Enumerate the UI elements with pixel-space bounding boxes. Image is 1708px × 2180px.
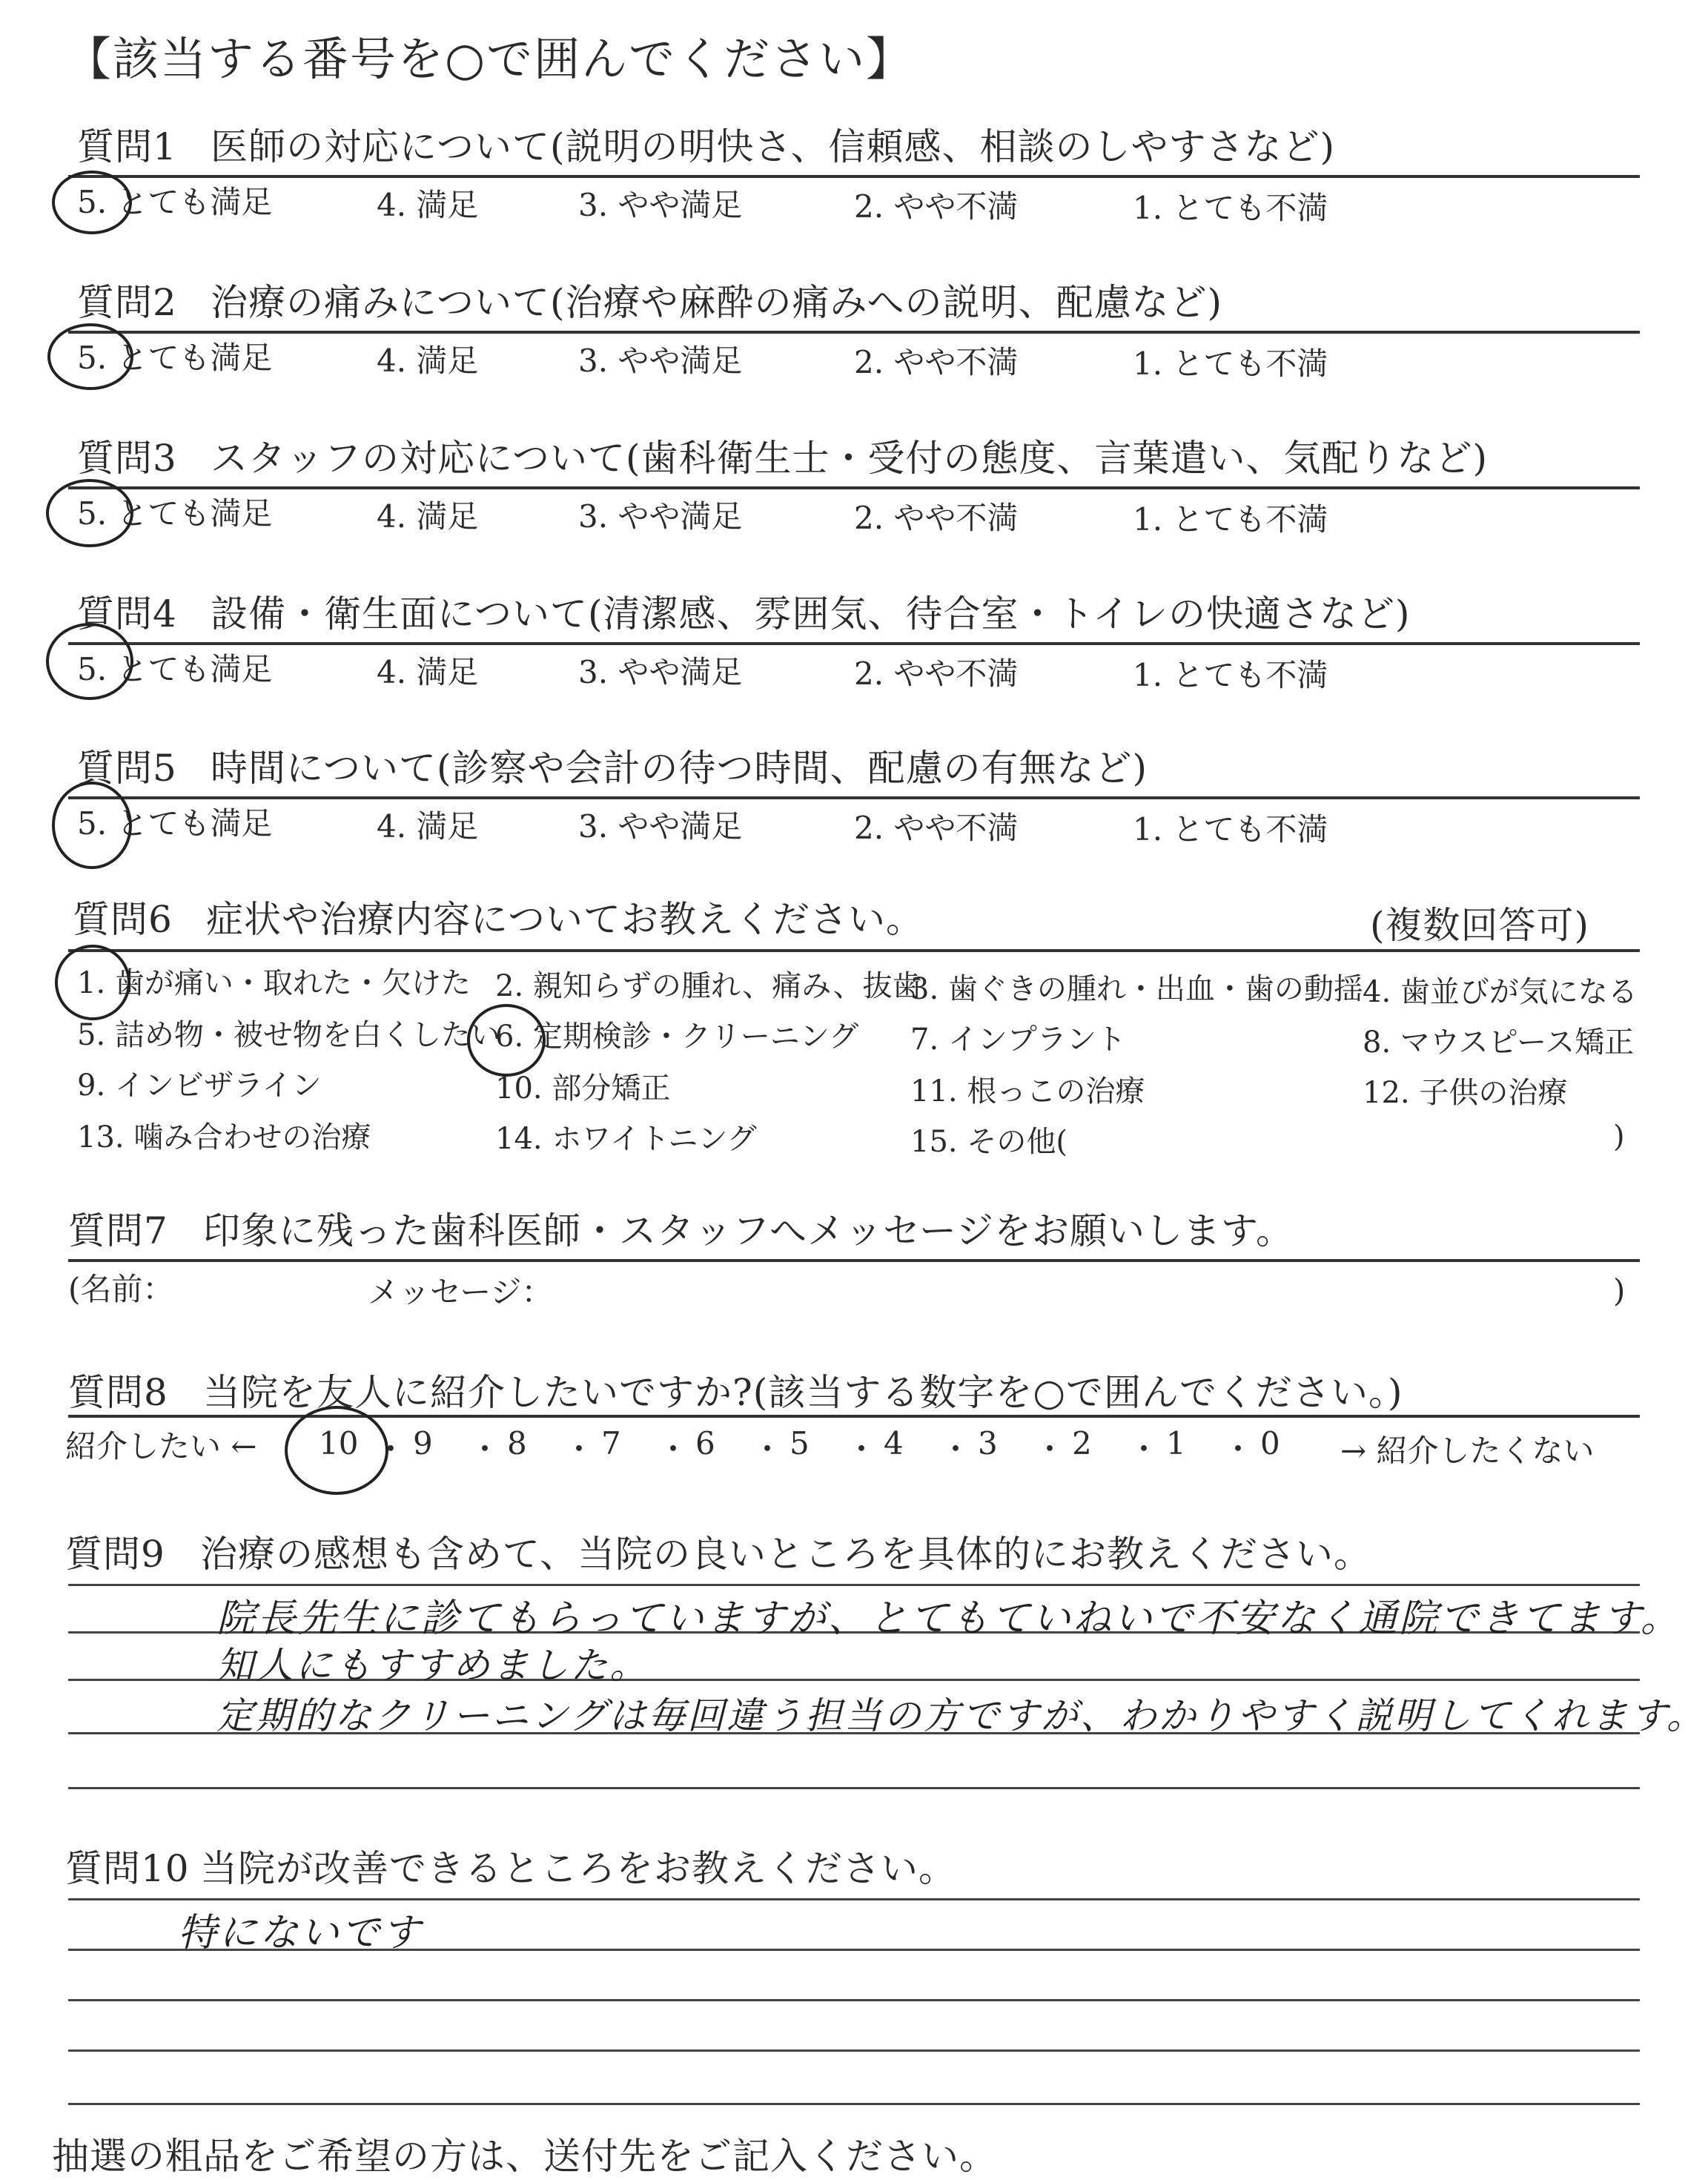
question-5-rule: [68, 796, 1640, 799]
q2-option-5[interactable]: 5. とても満足: [77, 340, 273, 376]
q6-option-13[interactable]: 13. 噛み合わせの治療: [77, 1120, 371, 1155]
q5-option-5[interactable]: 5. とても満足: [77, 805, 273, 842]
q3-option-4[interactable]: 4. 満足: [377, 498, 479, 535]
q6-option-8[interactable]: 8. マウスピース矯正: [1363, 1025, 1635, 1060]
q1-option-1[interactable]: 1. とても不満: [1133, 190, 1328, 226]
q8-scale-value[interactable]: 1: [1166, 1425, 1186, 1461]
q5-option-1[interactable]: 1. とても不満: [1133, 811, 1328, 848]
question-2-label: 質問2: [77, 281, 177, 324]
q8-scale-dot: ・: [1222, 1431, 1254, 1467]
question-8-label: 質問8: [68, 1371, 168, 1414]
q6-option-5[interactable]: 5. 詰め物・被せ物を白くしたい: [77, 1018, 500, 1052]
q9-handwritten-line-1: 院長先生に診てもらっていますが、とてもていねいで不安なく通院できてます。: [216, 1596, 1681, 1641]
q8-scale-value[interactable]: 6: [695, 1425, 715, 1461]
q3-option-2[interactable]: 2. やや不満: [854, 500, 1019, 536]
question-2-text: 治療の痛みについて(治療や麻酔の痛みへの説明、配慮など): [211, 281, 1223, 324]
q8-scale-dot: ・: [375, 1431, 407, 1467]
q8-scale-value[interactable]: 0: [1260, 1425, 1280, 1461]
q2-option-1[interactable]: 1. とても不満: [1133, 346, 1328, 382]
form-instruction: 【該当する番号を○で囲んでください】: [65, 32, 914, 86]
q6-option-1[interactable]: 1. 歯が痛い・取れた・欠けた: [77, 966, 471, 1000]
q9-line-5: [68, 1787, 1640, 1789]
question-3-text: スタッフの対応について(歯科衛生士・受付の態度、言葉遣い、気配りなど): [211, 437, 1489, 480]
q3-option-3[interactable]: 3. やや満足: [578, 498, 743, 535]
q6-option-12[interactable]: 12. 子供の治療: [1363, 1076, 1568, 1110]
question-6-rule: [68, 949, 1640, 952]
q1-option-4[interactable]: 4. 満足: [377, 187, 479, 223]
q8-scale-dot: ・: [1128, 1431, 1160, 1467]
q2-option-4[interactable]: 4. 満足: [377, 343, 479, 379]
q4-option-2[interactable]: 2. やや不満: [854, 655, 1019, 692]
q8-scale-dot: ・: [563, 1431, 595, 1467]
q8-scale-dot: ・: [846, 1431, 878, 1467]
q5-answer-circle: [52, 782, 132, 869]
q6-option-4[interactable]: 4. 歯並びが気になる: [1363, 975, 1638, 1009]
q1-option-3[interactable]: 3. やや満足: [578, 187, 743, 223]
q7-message-label: メッセージ：: [368, 1274, 553, 1310]
question-7-rule: [68, 1259, 1640, 1262]
question-9-label: 質問9: [65, 1533, 165, 1576]
q5-option-4[interactable]: 4. 満足: [377, 808, 479, 845]
question-3-rule: [68, 486, 1640, 489]
q8-scale-value[interactable]: 3: [978, 1425, 998, 1461]
q1-option-2[interactable]: 2. やや不満: [854, 188, 1019, 225]
q8-scale-value[interactable]: 2: [1072, 1425, 1092, 1461]
q8-scale-value[interactable]: 10: [319, 1425, 359, 1461]
q2-option-2[interactable]: 2. やや不満: [854, 344, 1019, 380]
q8-scale-dot: ・: [658, 1431, 689, 1467]
q6-option-14[interactable]: 14. ホワイトニング: [495, 1122, 757, 1156]
footer-instruction: 抽選の粗品をご希望の方は、送付先をご記入ください。: [52, 2135, 997, 2178]
q4-option-3[interactable]: 3. やや満足: [578, 654, 743, 690]
q6-option-9[interactable]: 9. インビザライン: [77, 1068, 322, 1103]
q8-scale: [319, 1425, 1342, 1467]
question-2-rule: [68, 331, 1640, 334]
q10-line-3: [68, 1999, 1640, 2001]
q6-option-2[interactable]: 2. 親知らずの腫れ、痛み、抜歯: [495, 969, 922, 1003]
q6-option-15-close: ): [1613, 1120, 1625, 1154]
q2-answer-circle: [47, 323, 133, 390]
question-10-text: 当院が改善できるところをお教えください。: [200, 1847, 956, 1890]
q4-answer-circle: [46, 623, 133, 700]
q8-scale-dot: ・: [1034, 1431, 1066, 1467]
question-6-label: 質問6: [73, 898, 173, 941]
q10-handwritten-line-1: 特にないです: [178, 1911, 423, 1955]
q8-scale-dot: ・: [469, 1431, 501, 1467]
q6-option-7[interactable]: 7. インプラント: [910, 1023, 1126, 1057]
question-5-text: 時間について(診察や会計の待つ時間、配慮の有無など): [211, 747, 1148, 790]
question-7-label: 質問7: [68, 1209, 168, 1252]
q5-option-2[interactable]: 2. やや不満: [854, 810, 1019, 846]
question-8-text: 当院を友人に紹介したいですか?(該当する数字を○で囲んでください。): [203, 1371, 1403, 1414]
q9-handwritten-line-3: 定期的なクリーニングは毎回違う担当の方ですが、わかりやすく説明してくれます。: [216, 1694, 1706, 1737]
question-1-label: 質問1: [77, 125, 177, 168]
q8-answer-circle: [285, 1406, 388, 1495]
q7-name-label: (名前：: [68, 1271, 174, 1307]
question-6-text: 症状や治療内容についてお教えください。: [206, 898, 924, 941]
q4-option-4[interactable]: 4. 満足: [377, 654, 479, 690]
q3-option-1[interactable]: 1. とても不満: [1133, 501, 1328, 538]
q8-scale-value[interactable]: 8: [507, 1425, 527, 1461]
q6-option-10[interactable]: 10. 部分矯正: [495, 1071, 671, 1106]
q10-line-5: [68, 2103, 1640, 2105]
q8-scale-value[interactable]: 4: [884, 1425, 904, 1461]
q10-line-1: [68, 1898, 1640, 1900]
q1-option-5[interactable]: 5. とても満足: [77, 184, 273, 220]
question-1-text: 医師の対応について(説明の明快さ、信頼感、相談のしやすさなど): [211, 125, 1336, 168]
question-10-label: 質問10: [65, 1847, 190, 1890]
question-5-label: 質問5: [77, 747, 177, 790]
q1-answer-circle: [52, 171, 132, 234]
question-4-rule: [68, 642, 1640, 645]
q8-scale-dot: ・: [940, 1431, 972, 1467]
q6-option-15[interactable]: 15. その他(: [910, 1125, 1068, 1159]
q8-scale-value[interactable]: 7: [601, 1425, 621, 1461]
q8-scale-value[interactable]: 9: [413, 1425, 433, 1461]
q6-option-3[interactable]: 3. 歯ぐきの腫れ・出血・歯の動揺: [910, 972, 1363, 1006]
question-6-note: (複数回答可): [1370, 904, 1590, 947]
q8-right-label: → 紹介したくない: [1340, 1433, 1595, 1469]
question-9-text: 治療の感想も含めて、当院の良いところを具体的にお教えください。: [200, 1533, 1371, 1576]
q8-scale-value[interactable]: 5: [790, 1425, 810, 1461]
q6-option-11[interactable]: 11. 根っこの治療: [910, 1074, 1145, 1109]
q10-line-4: [68, 2049, 1640, 2052]
question-4-label: 質問4: [77, 592, 177, 635]
question-3-label: 質問3: [77, 437, 177, 480]
question-4-text: 設備・衛生面について(清潔感、雰囲気、待合室・トイレの快適さなど): [211, 592, 1411, 635]
q6-answer-circle-1: [55, 945, 130, 1020]
q4-option-5[interactable]: 5. とても満足: [77, 651, 273, 687]
q2-option-3[interactable]: 3. やや満足: [578, 343, 743, 379]
q6-answer-circle-6: [467, 1004, 546, 1077]
question-1-rule: [68, 175, 1640, 178]
q6-option-6[interactable]: 6. 定期検診・クリーニング: [495, 1020, 859, 1054]
q8-scale-dot: ・: [752, 1431, 784, 1467]
q9-handwritten-line-2: 知人にもすすめました。: [216, 1644, 649, 1687]
q8-left-label: 紹介したい ←: [65, 1428, 257, 1464]
question-7-text: 印象に残った歯科医師・スタッフへメッセージをお願いします。: [203, 1209, 1294, 1252]
q5-option-3[interactable]: 3. やや満足: [578, 808, 743, 845]
q4-option-1[interactable]: 1. とても不満: [1133, 657, 1328, 693]
q9-line-1: [68, 1584, 1640, 1586]
q3-option-5[interactable]: 5. とても満足: [77, 495, 273, 532]
q7-close-paren: ): [1613, 1272, 1626, 1309]
q3-answer-circle: [46, 479, 133, 547]
